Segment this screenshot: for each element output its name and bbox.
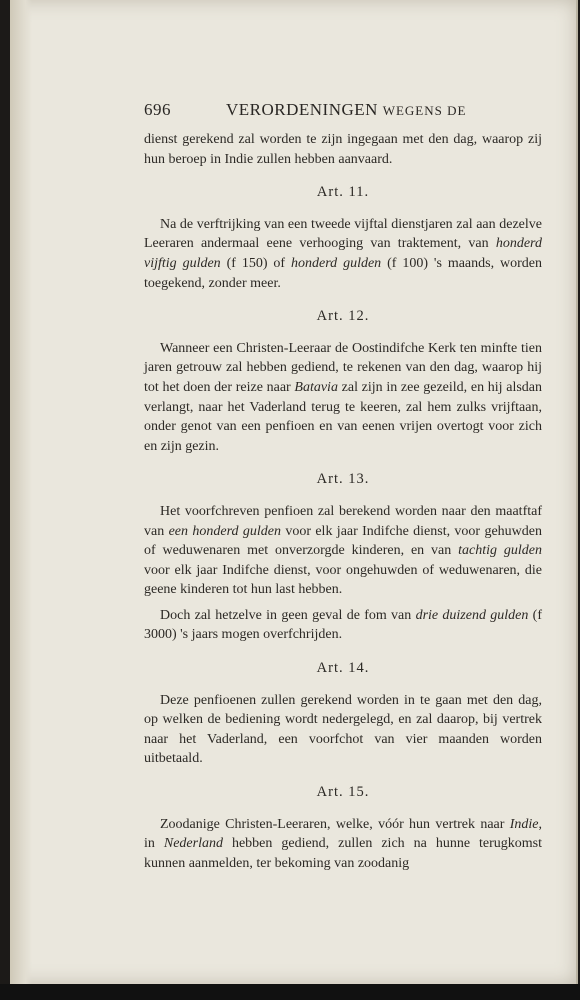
article-11-paragraph: Na de verftrijking van een tweede vijftal dienstjaren zal aan dezelve Leeraren andermaal eene verhooging van traktement, van honderd vijftig gulden (f 150) of honderd gulden (f 100) 's maands, worden toegekend, zonder meer. bbox=[144, 216, 542, 291]
page-gutter bbox=[10, 0, 32, 984]
article-12-paragraph: Wanneer een Christen-Leeraar de Oostindifche Kerk ten minfte tien jaren getrouw zal hebben gediend, te rekenen van den dag, waarop hij tot het doen der reize naar Batavia zal zijn in zee gezeild, en hij alsdan verlangt, naar het Vaderland terug te keeren, zal hem zulks vrijftaan, onder genot van een penfioen en van eenen vrijen overtogt voor zich en zijn gezin. bbox=[144, 340, 542, 454]
article-12-heading: Art. 12. bbox=[316, 308, 370, 325]
article-14-heading: Art. 14. bbox=[316, 660, 370, 677]
article-14-paragraph: Deze penfioenen zullen gerekend worden in te gaan met den dag, op welken de bediening wordt nedergelegd, en zal daarop, bij vertrek naar het Vaderland, een voorfchot van vier maanden worden uitbetaald. bbox=[144, 692, 542, 767]
article-15-heading: Art. 15. bbox=[316, 784, 370, 801]
article-15-paragraph: Zoodanige Christen-Leeraren, welke, vóór hun vertrek naar Indie, in Nederland hebben gediend, zullen zich na hunne terugkomst kunnen aanmelden, ter bekoming van zoodanig bbox=[144, 816, 542, 871]
page-number: 696 bbox=[144, 100, 171, 119]
article-13-paragraph-1: Het voorfchreven penfioen zal berekend worden naar den maatftaf van een honderd gulden voor elk jaar Indifche dienst, voor gehuwden of weduwenaren met onverzorgde kinderen, en van tachtig gulden voor elk jaar Indifche dienst, voor ongehuwden of weduwenaren, die geene kinderen tot hun last hebben. bbox=[144, 503, 542, 598]
article-11-heading: Art. 11. bbox=[316, 184, 370, 201]
article-13-paragraph-2: Doch zal hetzelve in geen geval de fom van drie duizend gulden (f 3000) 's jaars mogen overfchrijden. bbox=[144, 607, 542, 643]
article-13-heading: Art. 13. bbox=[316, 471, 370, 488]
intro-paragraph: dienst gerekend zal worden te zijn ingegaan met den dag, waarop zij hun beroep in Indie zullen hebben aanvaard. bbox=[144, 132, 542, 167]
running-title-small: WEGENS DE bbox=[382, 103, 467, 118]
page-bottom-edge bbox=[0, 984, 580, 1000]
page-body bbox=[144, 130, 542, 873]
running-title-main: VERORDENINGEN bbox=[226, 100, 378, 119]
running-title bbox=[226, 100, 466, 120]
